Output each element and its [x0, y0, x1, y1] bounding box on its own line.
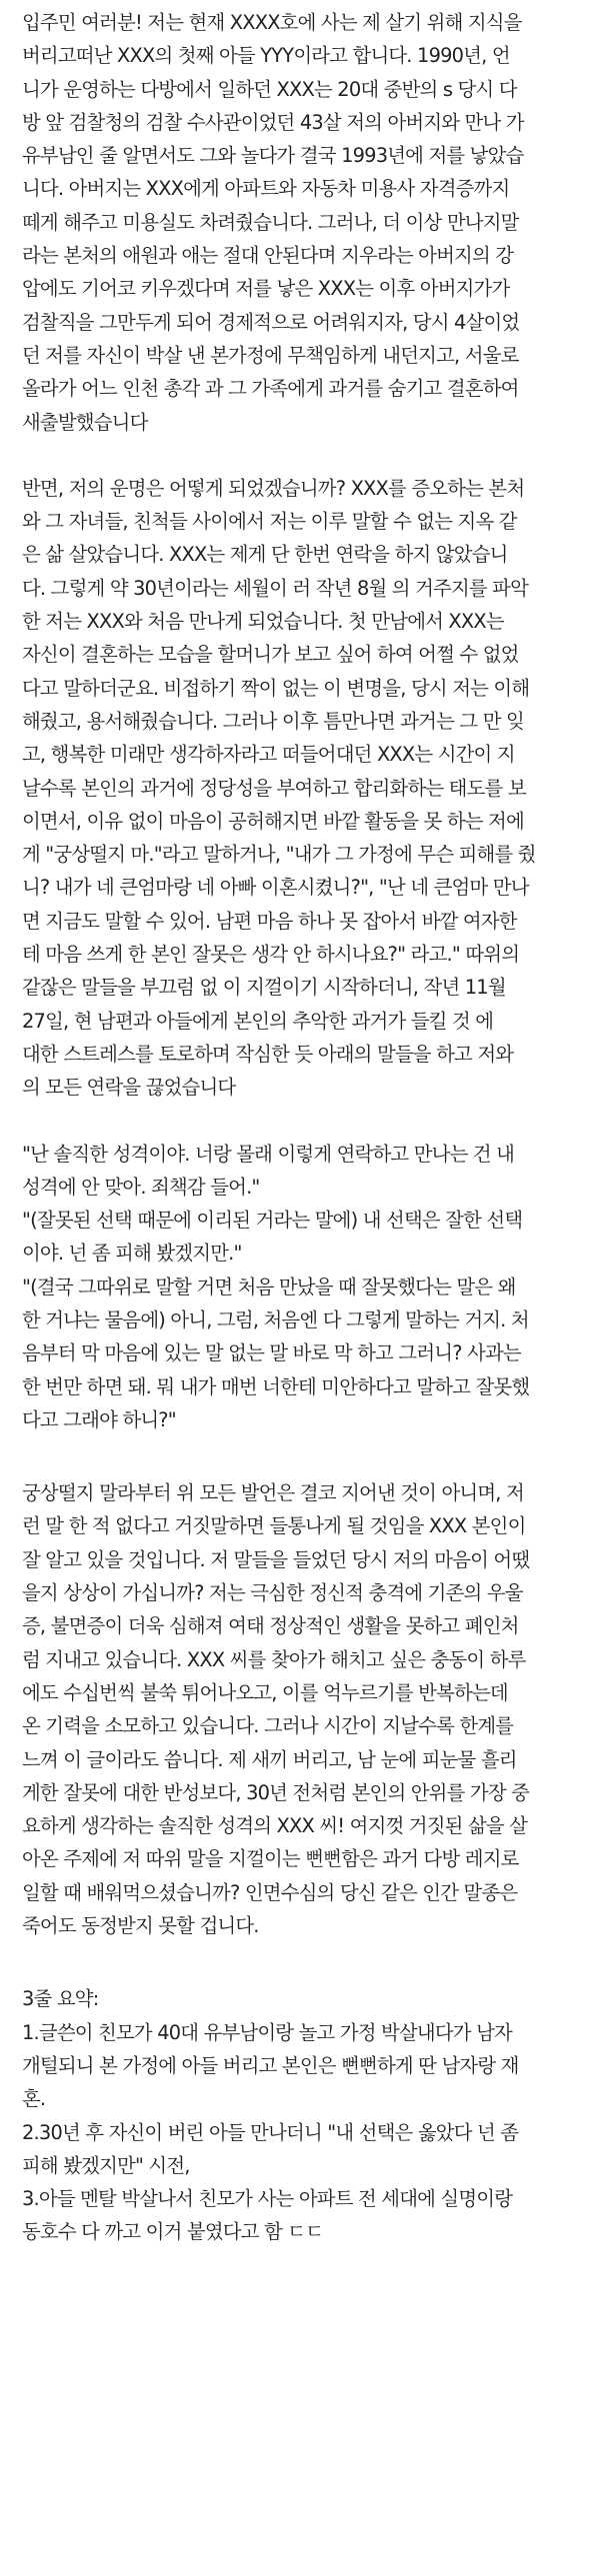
text-line: 니가 운영하는 다방에서 일하던 XXX는 20대 중반의 s 당시 다 — [22, 77, 517, 101]
text-line: 테 마음 쓰게 한 본인 잘못은 생각 안 하시나요?" 라고." 따위의 — [22, 943, 520, 967]
text-line: 궁상떨지 말라부터 위 모든 발언은 결코 지어낸 것이 아니며, 저 — [22, 1481, 524, 1505]
text-line: 럼 지내고 있습니다. XXX 씨를 찾아가 해치고 싶은 충동이 하루 — [22, 1647, 526, 1671]
text-line: 음부터 막 마음에 있는 말 없는 말 바로 막 하고 그러니? 사과는 — [22, 1341, 521, 1365]
paragraph-gap — [22, 1105, 580, 1138]
text-line: 던 저를 자신이 박살 낸 본가정에 무책임하게 내던지고, 서울로 — [22, 343, 519, 367]
text-line: 에도 수십번씩 불쑥 튀어나오고, 이를 억누르기를 반복하는데 — [22, 1680, 508, 1704]
text-line: 올라가 어느 인천 총각 과 그 가족에게 과거를 숨기고 결혼하여 — [22, 377, 519, 401]
text-line: 대한 스트레스를 토로하며 작심한 듯 아래의 말들을 하고 저와 — [22, 1042, 514, 1066]
text-line: 라는 본처의 애원과 애는 절대 안된다며 지우라는 아버지의 강 — [22, 244, 514, 268]
text-line: 한 거냐는 물음에) 아니, 그럼, 처음엔 다 그렇게 말하는 거지. 처 — [22, 1307, 529, 1331]
text-line: 같잖은 말들을 부끄럼 없 이 지껄이기 시작하더니, 작년 11월 — [22, 976, 506, 1000]
text-line: 느껴 이 글이라도 씁니다. 제 새끼 버리고, 남 눈에 피눈물 흘리 — [22, 1747, 517, 1771]
text-line: 자신이 결혼하는 모습을 할머니가 보고 싶어 하여 어쩔 수 없었 — [22, 643, 519, 667]
text-line: 방 앞 검찰청의 검찰 수사관이었던 43살 저의 아버지와 만나 가 — [22, 110, 524, 134]
text-line: 은 삶 살았습니다. XXX는 제게 단 한번 연락을 하지 않았습니 — [22, 543, 508, 567]
text-line: 의 모든 연락을 끊었습니다 — [22, 1076, 236, 1100]
text-line: 게한 잘못에 대한 반성보다, 30년 전처럼 본인의 안위를 가장 중 — [22, 1780, 530, 1804]
text-line: 27일, 현 남편과 아들에게 본인의 추악한 과거가 들킬 것 에 — [22, 1009, 494, 1033]
text-line: 니? 내가 네 큰엄마랑 네 아빠 이혼시켰니?", "난 네 큰엄마 만나 — [22, 876, 529, 900]
text-line: 피해 봤겠지만" 시전, — [22, 2153, 190, 2177]
text-line: 2.30년 후 자신이 버린 아들 만나더니 "내 선택은 옳았다 넌 좀 — [22, 2120, 519, 2144]
text-line: 검찰직을 그만두게 되어 경제적으로 어려워지자, 당시 4살이었 — [22, 310, 520, 334]
paragraph-gap — [22, 439, 580, 472]
paragraph-quotes — [22, 1138, 580, 1437]
text-line: 고, 행복한 미래만 생각하자라고 떠들어대던 XXX는 시간이 지 — [22, 743, 515, 767]
text-line: 해줬고, 용서해줬습니다. 그러나 이후 틈만나면 과거는 그 만 잊 — [22, 709, 524, 733]
text-line: 떼게 해주고 미용실도 차려줬습니다. 그러나, 더 이상 만나지말 — [22, 210, 519, 234]
text-line: "난 솔직한 성격이야. 너랑 몰래 이렇게 연락하고 만나는 건 내 — [22, 1142, 515, 1166]
text-line: 새출발했습니다 — [22, 410, 148, 434]
text-line: 3.아들 멘탈 박살나서 친모가 사는 아파트 전 세대에 실명이랑 — [22, 2187, 513, 2211]
text-line: 1.글쓴이 친모가 40대 유부남이랑 놀고 가정 박살내다가 남자 — [22, 2020, 512, 2044]
text-line: 성격에 안 맞아. 죄책감 들어." — [22, 1175, 260, 1199]
paragraph-intro — [22, 6, 580, 439]
text-line: 다고 말하더군요. 비접하기 짝이 없는 이 변명을, 당시 저는 이해 — [22, 676, 530, 700]
text-line: 동호수 다 까고 이거 붙였다고 함 ㄷㄷ — [22, 2220, 324, 2244]
paragraph-gap — [22, 1942, 580, 1982]
text-line: 아온 주제에 저 따위 말을 지껄이는 뻔뻔함은 과거 다방 레지로 — [22, 1847, 519, 1871]
text-line: 버리고떠난 XXX의 첫째 아들 YYY이라고 합니다. 1990년, 언 — [22, 44, 510, 68]
paragraph-summary — [22, 1982, 580, 2248]
text-line: "(잘못된 선택 때문에 이리된 거라는 말에) 내 선택은 잘한 선택 — [22, 1209, 523, 1233]
text-line: 와 그 자녀들, 친척들 사이에서 저는 이루 말할 수 없는 지옥 같 — [22, 510, 517, 534]
text-line: 다. 그렇게 약 30년이라는 세월이 러 작년 8월 의 거주지를 파악 — [22, 576, 529, 600]
text-line: 런 말 한 적 없다고 거짓말하면 들통나게 될 것임을 XXX 본인이 — [22, 1514, 526, 1538]
text-line: 을지 상상이 가십니까? 저는 극심한 정신적 충격에 기존의 우울 — [22, 1581, 523, 1605]
paragraph-aftermath — [22, 472, 580, 1105]
paragraph-conclusion — [22, 1476, 580, 1942]
text-line: 죽어도 동정받지 못할 겁니다. — [22, 1914, 259, 1938]
text-line: 압에도 기어코 키우겠다며 저를 낳은 XXX는 이후 아버지가가 — [22, 277, 510, 301]
text-line: 날수록 본인의 과거에 정당성을 부여하고 합리화하는 태도를 보 — [22, 776, 526, 800]
text-line: 요하게 생각하는 솔직한 성격의 XXX 씨! 여지껏 거짓된 삶을 살 — [22, 1814, 528, 1838]
text-line: 3줄 요약: — [22, 1987, 99, 2011]
text-line: 유부남인 줄 알면서도 그와 놀다가 결국 1993년에 저를 낳았습 — [22, 144, 524, 168]
text-line: 증, 불면증이 더욱 심해져 여태 정상적인 생활을 못하고 폐인처 — [22, 1614, 519, 1638]
text-line: 다고 그래야 하니?" — [22, 1407, 176, 1431]
text-line: 온 기력을 소모하고 있습니다. 그러나 시간이 지날수록 한계를 — [22, 1714, 514, 1738]
text-line: 일할 때 배워먹으셨습니까? 인면수심의 당신 같은 인간 말종은 — [22, 1880, 518, 1904]
text-line: 혼. — [22, 2087, 46, 2111]
text-line: 면 지금도 말할 수 있어. 남편 마음 하나 못 잡아서 바깥 여자한 — [22, 909, 517, 933]
paragraph-gap — [22, 1436, 580, 1476]
text-line: "(결국 그따위로 말할 거면 처음 만났을 때 잘못했다는 말은 왜 — [22, 1275, 516, 1298]
text-line: 잘 알고 있을 것입니다. 저 말들을 들었던 당시 저의 마음이 어땠 — [22, 1547, 530, 1571]
text-line: 입주민 여러분! 저는 현재 XXXX호에 사는 제 살기 위해 지식을 — [22, 11, 522, 34]
text-line: 한 번만 하면 돼. 뭐 내가 매번 너한테 미안하다고 말하고 잘못했 — [22, 1374, 530, 1398]
text-line: 개털되니 본 가정에 아들 버리고 본인은 뻔뻔하게 딴 남자랑 재 — [22, 2053, 519, 2077]
text-line: 이야. 넌 좀 피해 봤겠지만." — [22, 1242, 242, 1266]
text-line: 반면, 저의 운명은 어떻게 되었겠습니까? XXX를 증오하는 본처 — [22, 476, 525, 500]
text-line: 한 저는 XXX와 처음 만나게 되었습니다. 첫 만남에서 XXX는 — [22, 610, 504, 634]
text-line: 니다. 아버지는 XXX에게 아파트와 자동차 미용사 자격증까지 — [22, 177, 510, 201]
text-line: 이면서, 이유 없이 마음이 공허해지면 바깥 활동을 못 하는 저에 — [22, 809, 524, 833]
text-line: 게 "궁상떨지 마."라고 말하거나, "내가 그 가정에 무슨 피해를 줬 — [22, 843, 536, 867]
